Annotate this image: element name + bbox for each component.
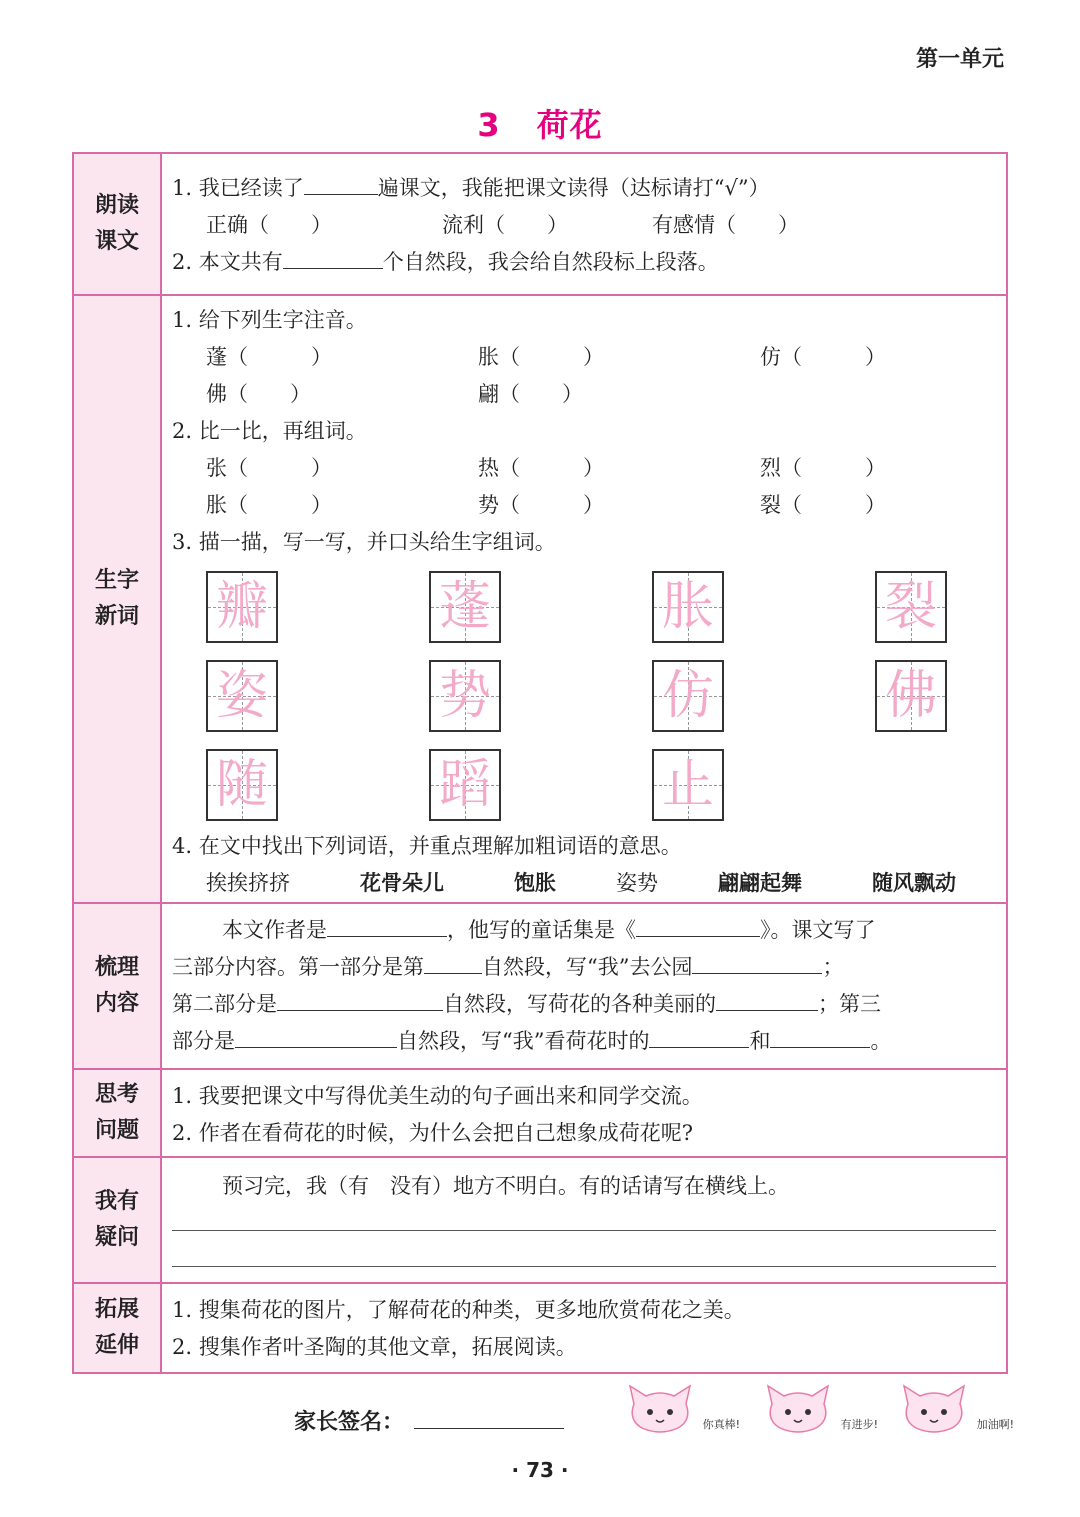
vocab-word-bold: 饱胀: [514, 871, 556, 895]
extend-item-1: 1. 搜集荷花的图片，了解荷花的种类，更多地欣赏荷花之美。: [172, 1298, 745, 1322]
words-q1: 1. 给下列生字注音。: [172, 308, 367, 332]
read-q1-a: 1. 我已经读了: [172, 176, 304, 200]
feeling-blank-2[interactable]: [770, 1023, 870, 1048]
summary-text: ；: [822, 955, 844, 979]
read-option-correct[interactable]: 正确（ ）: [206, 213, 332, 237]
label-read-1: 朗读: [94, 193, 139, 218]
label-extend: [73, 1283, 161, 1373]
part1-blank[interactable]: [424, 949, 482, 974]
signature-label: 家长签名：: [294, 1410, 405, 1435]
label-questions-2: 疑问: [94, 1225, 139, 1250]
summary-text: 自然段，写荷花的各种美丽的: [443, 992, 716, 1016]
sticker-progress[interactable]: [758, 1380, 878, 1440]
sticker-caption: 你真棒!: [702, 1418, 740, 1431]
tracing-box[interactable]: 势: [429, 660, 501, 732]
sticker-great[interactable]: [620, 1380, 740, 1440]
cat-icon: [894, 1380, 974, 1436]
tracing-box[interactable]: 裂: [875, 571, 947, 643]
label-think: [73, 1069, 161, 1157]
vocab-word: 挨挨挤挤: [206, 871, 290, 895]
tracing-box[interactable]: 止: [652, 749, 724, 821]
sticker-caption: 有进步!: [840, 1418, 878, 1431]
label-summary-2: 内容: [94, 991, 139, 1016]
read-option-fluent[interactable]: 流利（ ）: [442, 213, 568, 237]
label-questions: [73, 1157, 161, 1283]
summary-text: ；第三: [818, 992, 881, 1016]
author-blank[interactable]: [327, 912, 447, 937]
beauty-blank[interactable]: [716, 986, 818, 1011]
compare-item[interactable]: 裂（ ）: [760, 493, 886, 517]
think-content: [161, 1069, 1007, 1157]
vocab-word-bold: 花骨朵儿: [360, 871, 444, 895]
compare-item[interactable]: 张（ ）: [206, 456, 332, 480]
pinyin-item[interactable]: 仿（ ）: [760, 345, 886, 369]
sticker-cheer[interactable]: [894, 1380, 1014, 1440]
unit-label: 第一单元: [915, 47, 1004, 72]
summary-text: 自然段，写“我”看荷花时的: [397, 1029, 650, 1053]
part2-blank[interactable]: [277, 986, 443, 1011]
think-q2: 2. 作者在看荷花的时候，为什么会把自己想象成荷花呢?: [172, 1121, 693, 1145]
sticker-caption: 加油啊!: [976, 1418, 1014, 1431]
label-questions-1: 我有: [94, 1189, 139, 1214]
summary-text: 三部分内容。第一部分是第: [172, 955, 424, 979]
compare-item[interactable]: 烈（ ）: [760, 456, 886, 480]
vocab-word-bold: 翩翩起舞: [718, 871, 802, 895]
words-q3: 3. 描一描，写一写，并口头给生字组词。: [172, 530, 556, 554]
summary-text: ，他写的童话集是《: [447, 918, 636, 942]
compare-item[interactable]: 胀（ ）: [206, 493, 332, 517]
summary-text: 本文作者是: [222, 918, 327, 942]
extend-item-2: 2. 搜集作者叶圣陶的其他文章，拓展阅读。: [172, 1335, 577, 1359]
label-summary-1: 梳理: [94, 955, 139, 980]
tracing-box[interactable]: 姿: [206, 660, 278, 732]
read-q2-a: 2. 本文共有: [172, 250, 283, 274]
summary-content: [161, 903, 1007, 1069]
parent-signature: [294, 1404, 564, 1436]
worksheet-table: [72, 152, 1008, 1374]
label-extend-2: 延伸: [94, 1333, 139, 1358]
pinyin-item[interactable]: 翩（ ）: [478, 382, 583, 406]
summary-text: 部分是: [172, 1029, 235, 1053]
pinyin-item[interactable]: 佛（ ）: [206, 382, 311, 406]
label-summary: [73, 903, 161, 1069]
words-content: [161, 295, 1007, 903]
read-q2-b: 个自然段，我会给自然段标上段落。: [382, 250, 719, 274]
feeling-blank-1[interactable]: [649, 1023, 749, 1048]
page-number: · 73 ·: [511, 1458, 569, 1482]
summary-text: 和: [749, 1029, 771, 1053]
cat-icon: [758, 1380, 838, 1436]
summary-text: 自然段，写“我”去公园: [482, 955, 693, 979]
lesson-name: 荷花: [536, 106, 603, 144]
label-words-1: 生字: [94, 568, 139, 593]
answer-line-2[interactable]: [172, 1265, 996, 1267]
compare-item[interactable]: 势（ ）: [478, 493, 604, 517]
words-q4: 4. 在文中找出下列词语，并重点理解加粗词语的意思。: [172, 834, 682, 858]
label-think-2: 问题: [94, 1118, 139, 1143]
think-q1: 1. 我要把课文中写得优美生动的句子画出来和同学交流。: [172, 1084, 703, 1108]
lesson-number: 3: [477, 106, 501, 144]
extend-content: [161, 1283, 1007, 1373]
tracing-box[interactable]: 蹈: [429, 749, 501, 821]
read-count-blank[interactable]: [304, 170, 378, 195]
label-read-2: 课文: [94, 229, 139, 254]
read-q1-b: 遍课文，我能把课文读得（达标请打“√”）: [377, 176, 770, 200]
pinyin-item[interactable]: 胀（ ）: [478, 345, 604, 369]
tracing-box[interactable]: 蓬: [429, 571, 501, 643]
label-words-2: 新词: [94, 604, 139, 629]
pinyin-item[interactable]: 蓬（ ）: [206, 345, 332, 369]
read-content: [161, 153, 1007, 295]
tracing-box[interactable]: 胀: [652, 571, 724, 643]
words-q2: 2. 比一比，再组词。: [172, 419, 367, 443]
summary-text: 。: [870, 1029, 892, 1053]
label-read: [73, 153, 161, 295]
signature-blank[interactable]: [414, 1404, 564, 1429]
tracing-box[interactable]: 仿: [652, 660, 724, 732]
summary-text: 第二部分是: [172, 992, 277, 1016]
label-words: [73, 295, 161, 903]
label-extend-1: 拓展: [94, 1297, 139, 1322]
vocab-word: 姿势: [616, 871, 658, 895]
lesson-title: [0, 100, 1080, 146]
questions-text: 预习完，我（有 没有）地方不明白。有的话请写在横线上。: [222, 1174, 789, 1198]
compare-item[interactable]: 热（ ）: [478, 456, 604, 480]
read-option-emotion[interactable]: 有感情（ ）: [652, 213, 799, 237]
label-think-1: 思考: [94, 1082, 139, 1107]
vocab-word-bold: 随风飘动: [872, 871, 956, 895]
paragraph-count-blank[interactable]: [283, 244, 383, 269]
tracing-box[interactable]: 佛: [875, 660, 947, 732]
tracing-box[interactable]: 随: [206, 749, 278, 821]
park-blank[interactable]: [692, 949, 822, 974]
questions-content: [161, 1157, 1007, 1283]
part3-blank[interactable]: [235, 1023, 397, 1048]
tracing-box[interactable]: 瓣: [206, 571, 278, 643]
book-blank[interactable]: [636, 912, 760, 937]
cat-icon: [620, 1380, 700, 1436]
summary-text: 》。课文写了: [760, 918, 876, 942]
